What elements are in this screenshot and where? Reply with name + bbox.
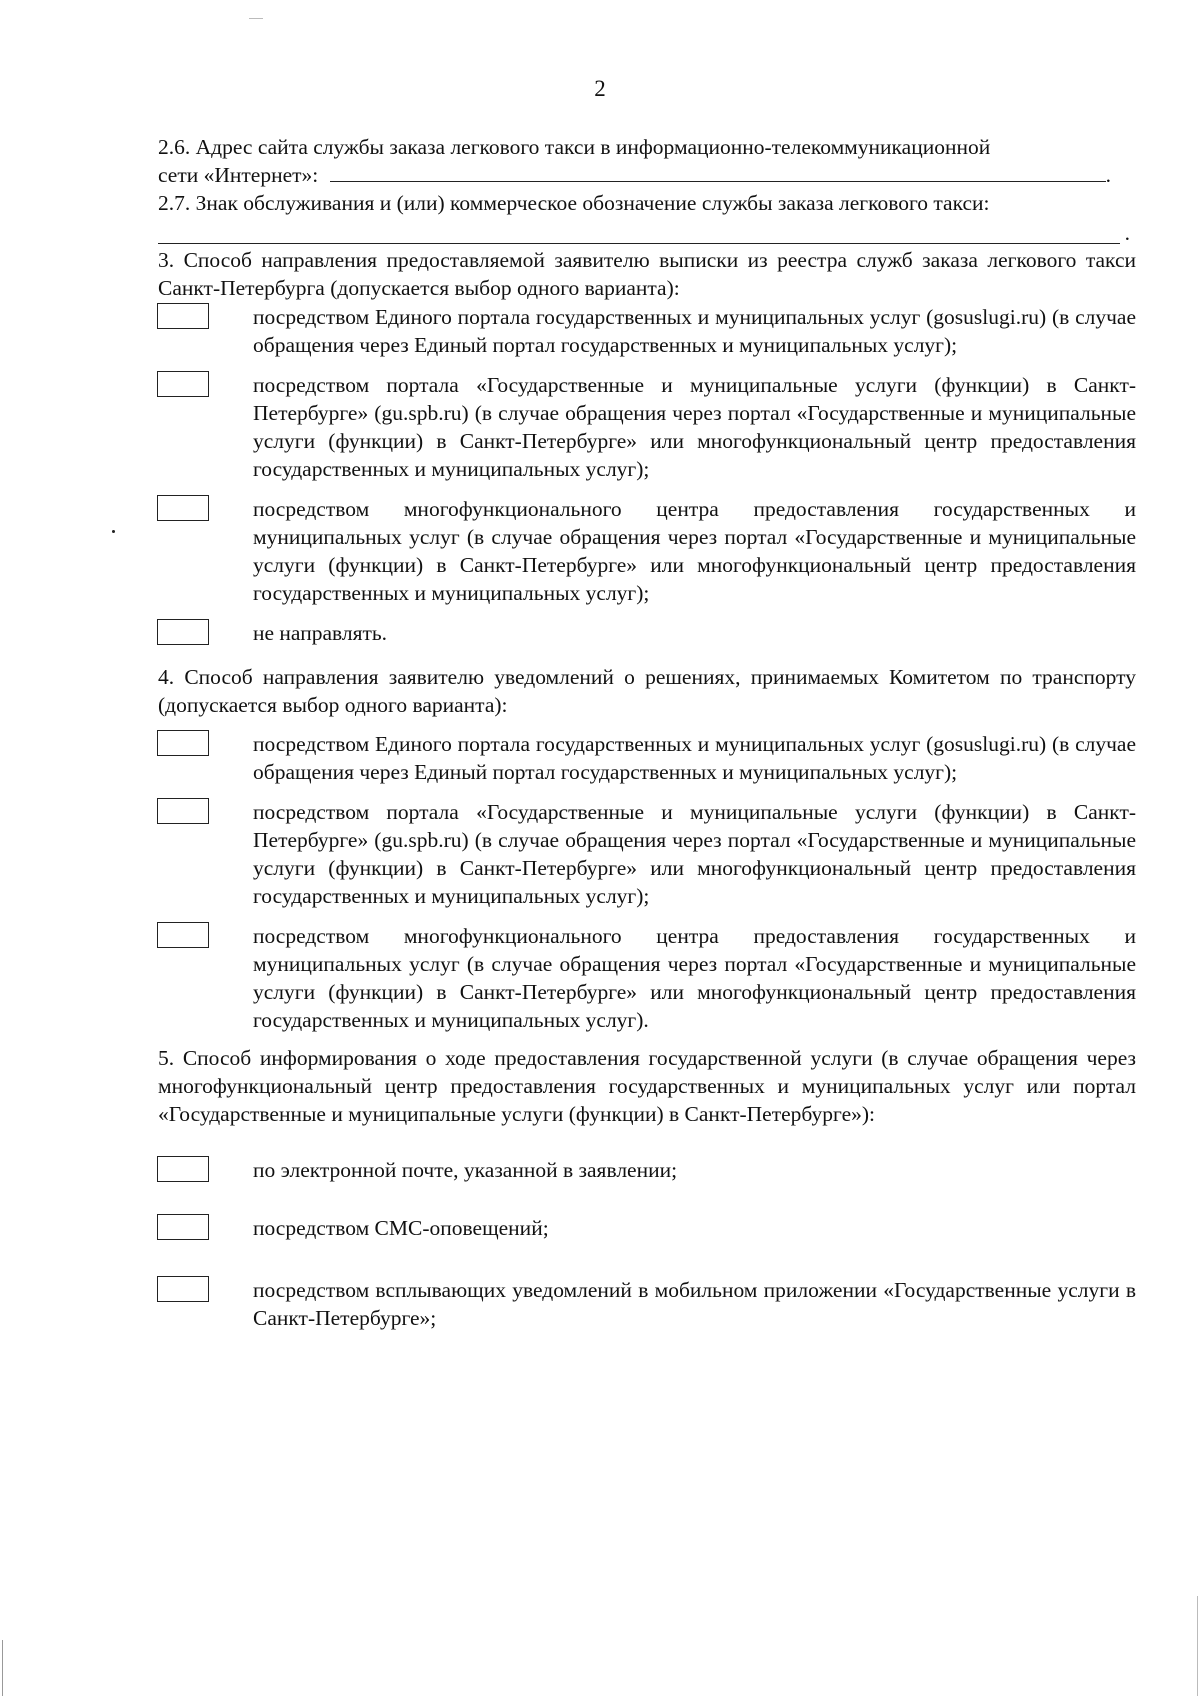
item-2-7-text: 2.7. Знак обслуживания и (или) коммерческое обозначение службы заказа легкового такси: [158, 191, 990, 215]
item-2-6-line1: 2.6. Адрес сайта службы заказа легкового такси в информационно-телекоммуникационной [158, 135, 991, 159]
section-4-option-1-label: посредством Единого портала государственных и муниципальных услуг (gosuslugi.ru) (в случае обращения через Единый портал государственных и муниципальных услуг); [253, 732, 1136, 784]
section-4-option-2-checkbox[interactable] [157, 798, 209, 824]
scan-edge-right [1197, 1596, 1198, 1696]
section-3-option-4-label: не направлять. [253, 621, 388, 645]
section-4-option-3 [158, 922, 1136, 1034]
service-mark-field[interactable]: . [158, 217, 1120, 244]
section-3-option-4-checkbox[interactable] [157, 619, 209, 645]
section-3-option-1-label: посредством Единого портала государственных и муниципальных услуг (gosuslugi.ru) (в случае обращения через Единый портал государственных и муниципальных услуг); [253, 305, 1136, 357]
section-5-option-3 [158, 1276, 1136, 1332]
section-5-option-1-label: по электронной почте, указанной в заявлении; [253, 1158, 678, 1182]
website-address-field[interactable] [330, 161, 1106, 182]
section-3-option-3 [158, 495, 1136, 607]
section-5-option-3-label: посредством всплывающих уведомлений в мобильном приложении «Государственные услуги в Санкт-Петербурге»; [253, 1278, 1136, 1330]
section-3-option-4 [158, 619, 1136, 647]
item-2-6-label: сети «Интернет»: [158, 163, 319, 187]
section-5-option-2-checkbox[interactable] [157, 1214, 209, 1240]
scan-mark [249, 18, 263, 19]
section-3-option-2 [158, 371, 1136, 483]
section-4-option-1 [158, 730, 1136, 786]
section-3-option-2-label: посредством портала «Государственные и муниципальные услуги (функции) в Санкт-Петербурге» (gu.spb.ru) (в случае обращения через портал «Государственные и муниципальные услуги (функции) в Санкт-Петербурге» или многофункциональный центр предоставления государственных и муниципальных услуг); [253, 373, 1136, 481]
section-3-heading: 3. Способ направления предоставляемой заявителю выписки из реестра служб заказа легкового такси Санкт-Петербурга (допускается выбор одного варианта): [158, 248, 1136, 300]
section-4-option-3-label: посредством многофункционального центра предоставления государственных и муниципальных услуг (в случае обращения через портал «Государственные и муниципальные услуги (функции) в Санкт-Петербурге» или многофункциональный центр предоставления государственных и муниципальных услуг). [253, 924, 1136, 1032]
section-5-option-1 [158, 1156, 1136, 1184]
section-5-heading: 5. Способ информирования о ходе предоставления государственной услуги (в случае обращения через многофункциональный центр предоставления государственных и муниципальных услуг или портал «Государственные и муниципальные услуги (функции) в Санкт-Петербурге»): [158, 1046, 1136, 1126]
document-body [158, 133, 1136, 1332]
section-4-option-3-checkbox[interactable] [157, 922, 209, 948]
section-4-option-1-checkbox[interactable] [157, 730, 209, 756]
section-3-option-1 [158, 303, 1136, 359]
section-5-option-2 [158, 1214, 1136, 1242]
section-5-option-2-label: посредством СМС-оповещений; [253, 1216, 549, 1240]
scan-dot [112, 530, 115, 533]
section-5-option-3-checkbox[interactable] [157, 1276, 209, 1302]
section-4-heading: 4. Способ направления заявителю уведомлений о решениях, принимаемых Комитетом по транспорту (допускается выбор одного варианта): [158, 665, 1136, 717]
item-2-6-line2: сети «Интернет»: . [158, 163, 1112, 187]
section-5-option-1-checkbox[interactable] [157, 1156, 209, 1182]
section-3-option-1-checkbox[interactable] [157, 303, 209, 329]
section-4-option-2 [158, 798, 1136, 910]
section-3-option-2-checkbox[interactable] [157, 371, 209, 397]
section-4-option-2-label: посредством портала «Государственные и муниципальные услуги (функции) в Санкт-Петербурге» (gu.spb.ru) (в случае обращения через портал «Государственные и муниципальные услуги (функции) в Санкт-Петербурге» или многофункциональный центр предоставления государственных и муниципальных услуг); [253, 800, 1136, 908]
scan-edge-left [2, 1640, 3, 1696]
section-3-option-3-label: посредством многофункционального центра предоставления государственных и муниципальных услуг (в случае обращения через портал «Государственные и муниципальные услуги (функции) в Санкт-Петербурге» или многофункциональный центр предоставления государственных и муниципальных услуг); [253, 497, 1136, 605]
section-3-option-3-checkbox[interactable] [157, 495, 209, 521]
page-number: 2 [594, 76, 606, 101]
